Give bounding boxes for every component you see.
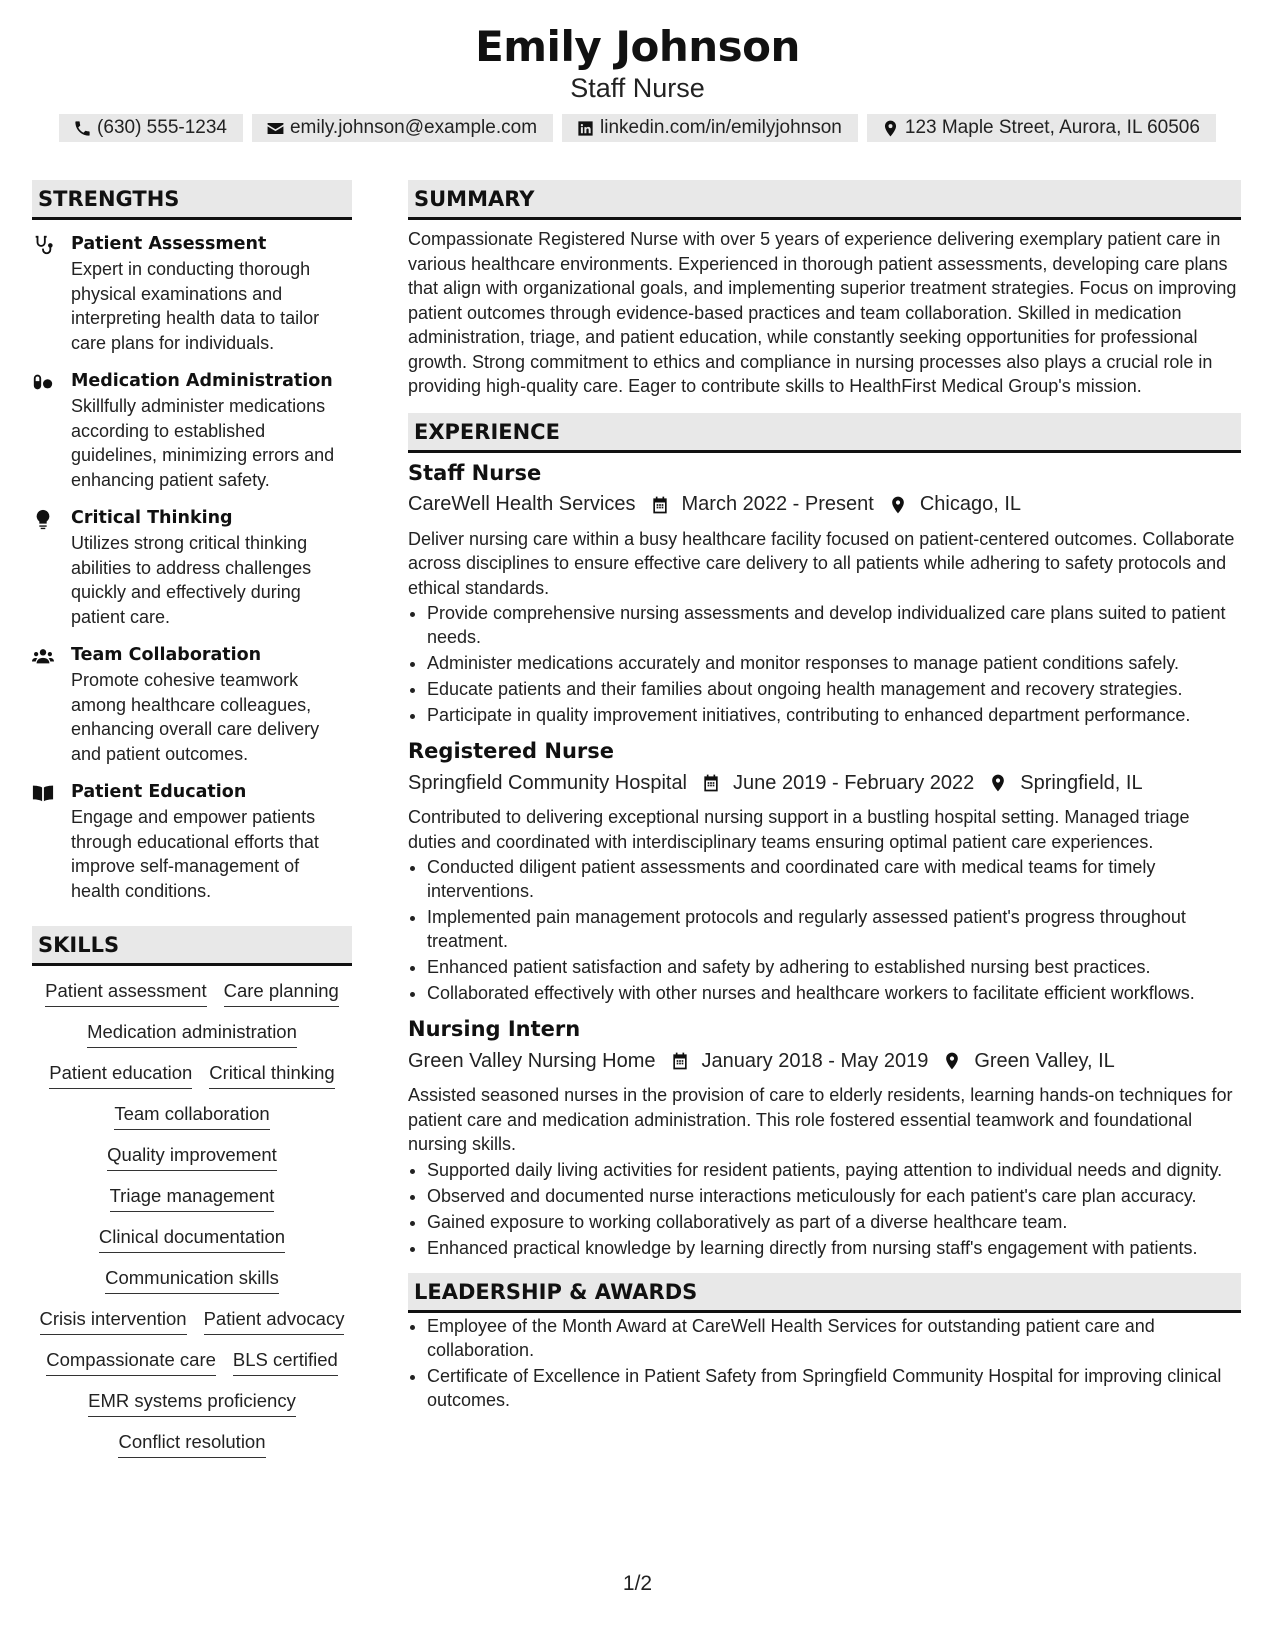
strength-item	[32, 369, 352, 492]
skill-tag: Communication skills	[105, 1266, 279, 1294]
skill-tag: Critical thinking	[209, 1061, 334, 1089]
job-meta	[408, 767, 1241, 799]
strengths-heading: STRENGTHS	[32, 180, 352, 220]
skill-tag: Conflict resolution	[118, 1430, 265, 1458]
experience-entry	[408, 459, 1241, 728]
strength-title: Critical Thinking	[71, 508, 233, 528]
strength-desc: Promote cohesive teamwork among healthcare colleagues, enhancing overall care delivery and patient outcomes.	[71, 670, 320, 764]
leadership-list	[408, 1314, 1241, 1412]
company-name: Springfield Community Hospital	[408, 771, 688, 794]
strength-item	[32, 780, 352, 903]
bullet-item: • Enhanced practical knowledge by learning directly from nursing staff's engagement with patients.	[427, 1236, 1241, 1260]
contact-email-text: emily.johnson@example.com	[289, 117, 538, 138]
job-title: Registered Nurse	[408, 739, 614, 763]
job-description: Deliver nursing care within a busy healthcare facility focused on patient-centered outcomes. Collaborate across disciplines to ensure effective care delivery to all patients while adhering to safety protocols and ethical standards.	[408, 528, 1235, 598]
skills-list	[32, 979, 352, 1458]
candidate-name: Emily Johnson	[475, 22, 800, 71]
contact-linkedin-text: linkedin.com/in/emilyjohnson	[600, 117, 842, 138]
job-dates: March 2022 - Present	[681, 493, 874, 515]
lightbulb-icon	[32, 508, 54, 530]
job-meta	[408, 489, 1241, 521]
experience-entry	[408, 1015, 1241, 1260]
experience-entry	[408, 737, 1241, 1005]
experience-heading: EXPERIENCE	[408, 413, 1241, 453]
skill-tag: Clinical documentation	[99, 1225, 285, 1253]
pills-icon	[32, 371, 54, 393]
bullet-item: • Implemented pain management protocols and regularly assessed patient's progress throughout treatment.	[427, 905, 1241, 953]
skill-tag: EMR systems proficiency	[88, 1389, 296, 1417]
map-pin-icon	[881, 119, 900, 138]
job-title: Staff Nurse	[408, 460, 542, 485]
phone-icon	[73, 119, 92, 138]
skill-tag: Triage management	[110, 1184, 275, 1212]
leadership-heading: LEADERSHIP & AWARDS	[408, 1273, 1241, 1313]
left-column	[32, 180, 352, 1458]
job-dates: June 2019 - February 2022	[733, 771, 975, 794]
calendar-icon	[701, 773, 721, 793]
users-icon	[32, 645, 54, 667]
contact-email[interactable]	[252, 114, 553, 142]
job-meta	[408, 1045, 1241, 1077]
map-pin-icon	[888, 495, 908, 515]
summary-heading: SUMMARY	[408, 180, 1241, 220]
strength-item	[32, 643, 352, 766]
map-pin-icon	[942, 1051, 962, 1071]
bullet-item: • Observed and documented nurse interactions meticulously for each patient's care plan accuracy.	[427, 1184, 1241, 1208]
job-location: Chicago, IL	[919, 493, 1021, 515]
book-icon	[32, 782, 54, 804]
job-title-headline: Staff Nurse	[570, 73, 705, 103]
linkedin-icon	[576, 119, 595, 138]
job-bullets	[408, 601, 1241, 727]
contact-linkedin[interactable]	[562, 114, 858, 142]
skills-heading: SKILLS	[32, 926, 352, 966]
page-number: 1/2	[622, 1572, 653, 1595]
bullet-item: • Conducted diligent patient assessments and coordinated care with medical teams for timely interventions.	[427, 855, 1241, 903]
job-title: Nursing Intern	[408, 1017, 581, 1041]
right-column	[408, 180, 1241, 1414]
job-location: Green Valley, IL	[974, 1049, 1115, 1072]
calendar-icon	[650, 495, 670, 515]
bullet-item: • Enhanced patient satisfaction and safety by adhering to established nursing best practices.	[427, 955, 1241, 979]
bullet-item: • Supported daily living activities for resident patients, paying attention to individual needs and dignity.	[427, 1158, 1241, 1182]
skill-tag: Patient advocacy	[204, 1307, 345, 1335]
map-pin-icon	[988, 773, 1008, 793]
job-location: Springfield, IL	[1020, 771, 1143, 794]
strength-title: Patient Education	[71, 782, 247, 802]
strength-desc: Skillfully administer medications according to established guidelines, minimizing errors and enhancing patient safety.	[71, 396, 335, 490]
bullet-item: • Educate patients and their families about ongoing health management and recovery strategies.	[427, 677, 1241, 701]
job-bullets	[408, 855, 1241, 1005]
strength-title: Team Collaboration	[71, 645, 262, 665]
contact-phone[interactable]	[59, 114, 243, 142]
strength-item	[32, 506, 352, 629]
job-bullets	[408, 1158, 1241, 1260]
bullet-item: • Provide comprehensive nursing assessments and develop individualized care plans suited to patient needs.	[427, 601, 1241, 649]
bullet-item: • Gained exposure to working collaboratively as part of a diverse healthcare team.	[427, 1210, 1241, 1234]
skill-tag: Compassionate care	[46, 1348, 216, 1376]
contact-phone-text: (630) 555-1234	[97, 117, 227, 138]
skill-tag: Team collaboration	[114, 1102, 269, 1130]
skill-tag: Quality improvement	[107, 1143, 277, 1171]
strength-desc: Expert in conducting thorough physical examinations and interpreting health data to tailor care plans for individuals.	[71, 259, 320, 353]
contact-bar	[0, 114, 1275, 142]
skill-tag: Patient assessment	[45, 979, 206, 1007]
skill-tag: BLS certified	[233, 1348, 338, 1376]
company-name: CareWell Health Services	[408, 493, 636, 515]
job-description: Assisted seasoned nurses in the provision of care to elderly residents, learning hands-on techniques for patient care and medication administration. This role fostered essential teamwork and foundational nursing skills.	[408, 1085, 1233, 1154]
contact-address	[867, 114, 1216, 142]
award-item: • Certificate of Excellence in Patient Safety from Springfield Community Hospital for improving clinical outcomes.	[427, 1364, 1241, 1412]
bullet-item: • Administer medications accurately and monitor responses to manage patient conditions safely.	[427, 651, 1241, 675]
skill-tag: Crisis intervention	[40, 1307, 187, 1335]
strength-title: Medication Administration	[71, 371, 333, 391]
strength-title: Patient Assessment	[71, 234, 267, 254]
bullet-item: • Collaborated effectively with other nurses and healthcare workers to facilitate efficient workflows.	[427, 981, 1241, 1005]
company-name: Green Valley Nursing Home	[408, 1049, 656, 1072]
envelope-icon	[266, 119, 285, 138]
job-description: Contributed to delivering exceptional nursing support in a bustling hospital setting. Managed triage duties and coordinated with interdisciplinary teams ensuring optimal patient care experiences.	[408, 807, 1190, 852]
strength-item	[32, 232, 352, 355]
calendar-icon	[670, 1051, 690, 1071]
strength-desc: Utilizes strong critical thinking abilities to address challenges quickly and effectively during patient care.	[71, 533, 312, 627]
summary-text: Compassionate Registered Nurse with over 5 years of experience delivering exemplary patient care in various healthcare environments. Experienced in thorough patient assessments, developing care plans that align with organizational goals, and implementing superior treatment strategies. Focus on improving patient outcomes through evidence-based practices and team collaboration. Skilled in medication administration, triage, and patient education, while constantly seeking opportunities for professional growth. Strong commitment to ethics and compliance in nursing processes also plays a crucial role in providing high-quality care. Eager to contribute skills to HealthFirst Medical Group's mission.	[408, 229, 1237, 396]
stethoscope-icon	[32, 234, 54, 256]
bullet-item: • Participate in quality improvement initiatives, contributing to enhanced department performance.	[427, 703, 1241, 727]
award-item: • Employee of the Month Award at CareWell Health Services for outstanding patient care and collaboration.	[427, 1314, 1241, 1362]
skill-tag: Patient education	[49, 1061, 192, 1089]
skill-tag: Medication administration	[87, 1020, 297, 1048]
skill-tag: Care planning	[224, 979, 339, 1007]
job-dates: January 2018 - May 2019	[701, 1049, 929, 1072]
strength-desc: Engage and empower patients through educational efforts that improve self-management of health conditions.	[71, 807, 319, 901]
contact-address-text: 123 Maple Street, Aurora, IL 60506	[904, 117, 1200, 138]
